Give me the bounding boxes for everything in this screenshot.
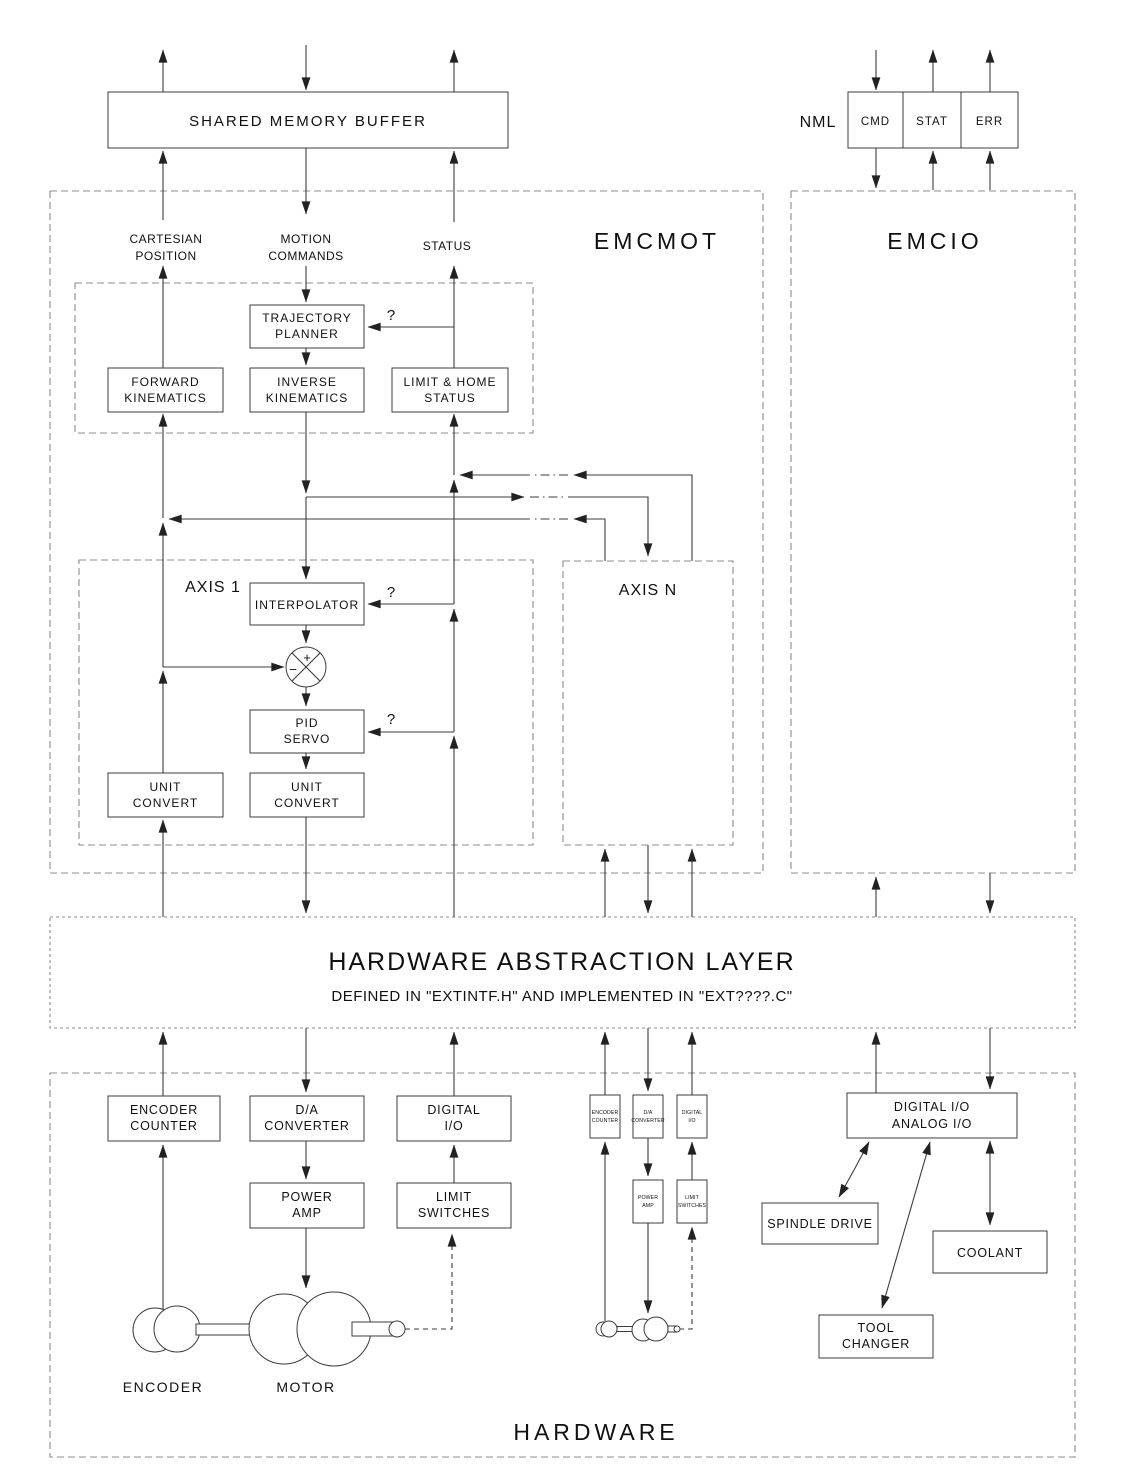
digital-analog-io-label-line1: DIGITAL I/O [893, 1100, 971, 1114]
interpolator-label: INTERPOLATOR [254, 598, 360, 612]
axisn-container [563, 561, 733, 845]
unit-convert-output-label-line2: CONVERT [274, 796, 340, 810]
motor-device-label: MOTOR [276, 1379, 336, 1395]
digital-io-mini-label-line2: I/O [688, 1118, 696, 1124]
inverse-kinematics-label-line1: INVERSE [277, 375, 337, 389]
encoder-counter-mini-label-line2: COUNTER [591, 1118, 619, 1124]
spindle-drive-label: SPINDLE DRIVE [767, 1217, 873, 1231]
emcmot-title: EMCMOT [593, 228, 721, 254]
digital-io-mini-label-line1: DIGITAL [681, 1110, 703, 1116]
encoder-motor-drawing [123, 1292, 405, 1395]
summing-junction [286, 647, 326, 687]
limit-switches-label-line2: SWITCHES [417, 1206, 491, 1220]
spindle-drive-box [762, 1203, 878, 1244]
power-amp-label-line1: POWER [281, 1190, 333, 1204]
pid-servo-box [250, 710, 364, 753]
trajectory-planner-label-line2: PLANNER [275, 327, 339, 341]
unit-convert-feedback-label-line2: CONVERT [132, 796, 199, 810]
encoder-device-label: ENCODER [122, 1379, 204, 1395]
digital-analog-io-box [847, 1093, 1017, 1138]
power-amp-mini-label-line2: AMP [642, 1203, 654, 1209]
digital-analog-io-label-line2: ANALOG I/O [891, 1117, 973, 1131]
encoder-counter-box [108, 1096, 220, 1141]
digital-io-mini-box [677, 1095, 707, 1138]
nml-label: NML [799, 114, 837, 131]
da-converter-label-line1: D/A [295, 1103, 319, 1117]
axisn-title: AXIS N [618, 582, 678, 599]
motion-commands-label-line1: MOTION [280, 232, 332, 246]
sum-minus-sign: − [289, 662, 297, 677]
cartesian-position-label-line2: POSITION [135, 249, 197, 263]
connector-axisn-commands [306, 497, 648, 556]
power-amp-box [250, 1183, 364, 1228]
encoder-counter-mini-label-line1: ENCODER [591, 1110, 619, 1116]
forward-kinematics-label-line2: KINEMATICS [124, 391, 207, 405]
unit-convert-feedback-label-line1: UNIT [149, 780, 182, 794]
status-label: STATUS [422, 239, 472, 253]
hardware-title: HARDWARE [513, 1419, 679, 1445]
emcmot-container [50, 191, 763, 873]
hal-subtitle: DEFINED IN "EXTINTF.H" AND IMPLEMENTED IN "EXT????.C" [331, 988, 793, 1005]
limit-home-status-label-line1: LIMIT & HOME [403, 375, 497, 389]
signal-labels [130, 232, 472, 263]
trajectory-planner-box [250, 305, 364, 348]
connector-emcio-hal [876, 873, 990, 1093]
forward-kinematics-label-line1: FORWARD [131, 375, 200, 389]
connector-limit-switch-feedback [405, 1234, 452, 1329]
connector-axisn-status [460, 475, 692, 561]
unit-convert-feedback-box [108, 773, 223, 817]
da-converter-mini-label-line1: D/A [643, 1110, 653, 1116]
axis1-title: AXIS 1 [185, 579, 241, 596]
digital-io-box [397, 1096, 511, 1141]
tool-changer-label-line1: TOOL [857, 1321, 895, 1335]
limit-switches-label-line1: LIMIT [436, 1190, 472, 1204]
tool-changer-box [819, 1315, 933, 1358]
inverse-kinematics-label-line2: KINEMATICS [265, 391, 349, 405]
hal-labels [328, 948, 795, 1005]
limit-switches-mini-label-line1: LIMIT [685, 1195, 699, 1201]
limit-home-status-label-line2: STATUS [424, 391, 476, 405]
power-amp-mini-box [633, 1180, 663, 1223]
encoder-counter-label-line2: COUNTER [130, 1119, 198, 1133]
da-converter-label-line2: CONVERTER [264, 1119, 350, 1133]
hal-title: HARDWARE ABSTRACTION LAYER [328, 948, 796, 976]
nml-cmd-label: CMD [860, 116, 891, 128]
encoder-counter-label-line1: ENCODER [129, 1103, 199, 1117]
forward-kinematics-box [108, 368, 223, 412]
emcio-title: EMCIO [887, 228, 983, 254]
digital-io-label-line2: I/O [444, 1119, 464, 1133]
da-converter-mini-label-line2: CONVERTER [631, 1118, 665, 1124]
encoder-motor-mini-drawing [596, 1317, 680, 1341]
unit-convert-output-label-line1: UNIT [291, 780, 323, 794]
emcio-container [791, 191, 1075, 873]
nml-stat-label: STAT [916, 116, 948, 128]
cartesian-position-label-line1: CARTESIAN [129, 232, 203, 246]
interpolator-box [250, 583, 364, 625]
limit-home-status-box [392, 368, 508, 412]
limit-switches-mini-label-line2: SWITCHES [677, 1203, 707, 1209]
pid-servo-label-line1: PID [295, 716, 319, 730]
connector-axisn-feedback [169, 519, 605, 561]
connector-axisn-hal [605, 845, 692, 1329]
power-amp-mini-label-line1: POWER [637, 1195, 659, 1201]
question-mark-interpolator: ? [386, 584, 396, 601]
power-amp-label-line2: AMP [292, 1206, 322, 1220]
digital-io-label-line1: DIGITAL [427, 1103, 481, 1117]
da-converter-mini-box [631, 1095, 665, 1138]
coolant-box [933, 1231, 1047, 1273]
motion-commands-label-line2: COMMANDS [268, 249, 344, 263]
coolant-label: COOLANT [956, 1246, 1024, 1260]
question-mark-pid: ? [386, 711, 396, 728]
unit-convert-output-box [250, 773, 364, 817]
tool-changer-label-line2: CHANGER [841, 1337, 911, 1351]
inverse-kinematics-box [250, 368, 364, 412]
trajectory-planner-label-line1: TRAJECTORY [262, 311, 352, 325]
pid-servo-label-line2: SERVO [283, 732, 331, 746]
smb-label: SHARED MEMORY BUFFER [189, 113, 427, 130]
limit-switches-box [397, 1183, 511, 1228]
connector-status-line [368, 50, 454, 1183]
encoder-counter-mini-box [590, 1095, 620, 1138]
nml-boxes [800, 92, 1018, 148]
shared-memory-buffer-box [108, 92, 508, 148]
limit-switches-mini-box [677, 1180, 707, 1223]
da-converter-box [250, 1096, 364, 1141]
question-mark-trajectory: ? [386, 307, 396, 324]
sum-plus-sign: + [303, 650, 311, 665]
nml-err-label: ERR [975, 116, 1004, 128]
